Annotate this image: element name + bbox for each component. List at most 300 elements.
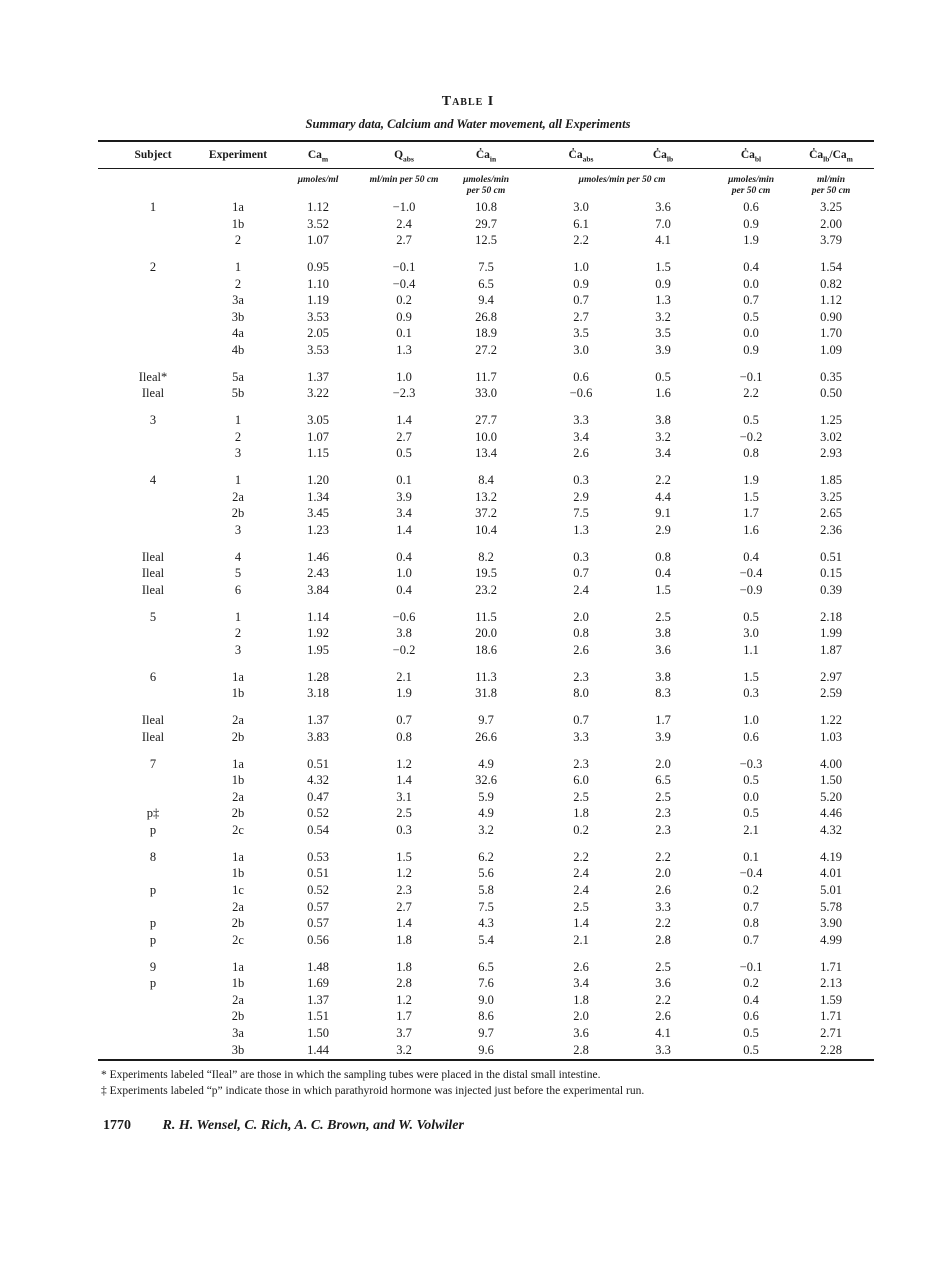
header-ratio: $Ċa_{lb}/Ca_m$ xyxy=(809,149,853,164)
cell-ratio: 1.25 xyxy=(820,413,842,428)
cell-experiment: 2c xyxy=(232,823,244,837)
cell-cam: 0.53 xyxy=(307,849,329,864)
cell-calb: 2.2 xyxy=(655,849,671,864)
cell-calb: 2.9 xyxy=(655,523,671,537)
cell-subject: p xyxy=(149,976,157,991)
cell-calb: 4.4 xyxy=(655,489,671,504)
table-row xyxy=(0,343,936,359)
page-number: 1770 xyxy=(103,1118,131,1133)
cell-cam: 2.05 xyxy=(307,326,329,341)
cell-ratio: 1.03 xyxy=(820,729,842,744)
cell-subject: Ileal xyxy=(141,549,165,564)
cell-ratio: 1.85 xyxy=(820,473,842,488)
table-row xyxy=(0,806,936,822)
cell-cam: 1.12 xyxy=(307,200,329,214)
cell-cabl: 1.0 xyxy=(743,713,759,728)
cell-cam: 0.47 xyxy=(307,789,329,804)
cell-experiment: 2b xyxy=(231,806,245,821)
cell-caabs: 1.8 xyxy=(573,806,589,821)
footnote-parathyroid: ‡ Experiments labeled “p” indicate those in which parathyroid hormone was injected just before the experimental run. xyxy=(101,1085,645,1097)
bottom-rule xyxy=(98,1059,874,1061)
cell-ratio: 1.50 xyxy=(820,773,842,788)
cell-experiment: 5b xyxy=(231,386,245,401)
table-row xyxy=(0,473,936,489)
cell-experiment: 1a xyxy=(232,669,244,684)
cell-cam: 1.69 xyxy=(307,976,329,991)
cell-experiment: 1a xyxy=(232,959,244,974)
cell-cam: 3.22 xyxy=(307,386,329,401)
cell-cabl: 0.5 xyxy=(743,773,759,788)
cell-cabl: 0.4 xyxy=(743,992,759,1007)
table-row xyxy=(0,757,936,773)
table-row xyxy=(0,566,936,582)
cell-cain: 27.7 xyxy=(475,413,497,428)
cell-qabs: 0.3 xyxy=(396,823,412,837)
cell-cain: 3.2 xyxy=(478,823,494,837)
cell-qabs: 1.2 xyxy=(396,756,412,771)
cell-ratio: 1.71 xyxy=(820,959,842,974)
cell-experiment: 1a xyxy=(232,200,244,214)
cell-subject: 5 xyxy=(149,609,157,624)
cell-experiment: 5a xyxy=(232,369,244,384)
cell-qabs: 1.7 xyxy=(396,1009,412,1024)
cell-cain: 26.6 xyxy=(475,729,497,744)
cell-qabs: 1.0 xyxy=(396,566,412,581)
cell-ratio: 1.59 xyxy=(820,992,842,1007)
cell-ratio: 1.70 xyxy=(820,326,842,341)
cell-cabl: 0.3 xyxy=(743,686,759,701)
cell-ratio: 1.09 xyxy=(820,343,842,357)
cell-qabs: 1.4 xyxy=(396,523,412,537)
cell-experiment: 3a xyxy=(232,293,244,308)
table-row xyxy=(0,1009,936,1025)
cell-cabl: 3.0 xyxy=(743,626,759,641)
cell-caabs: 2.6 xyxy=(573,959,589,974)
cell-experiment: 2b xyxy=(231,916,245,931)
page-footer xyxy=(103,1118,464,1134)
cell-experiment: 4 xyxy=(234,549,242,564)
cell-caabs: 2.1 xyxy=(573,932,589,947)
table-subtitle: Summary data, Calcium and Water movement, all Experiments xyxy=(305,117,631,131)
cell-cabl: −0.1 xyxy=(739,369,763,384)
authors: R. H. Wensel, C. Rich, A. C. Brown, and W. Volwiler xyxy=(162,1118,464,1133)
cell-qabs: 0.4 xyxy=(396,583,412,597)
cell-calb: 3.9 xyxy=(655,729,671,744)
cell-cam: 0.52 xyxy=(307,883,329,897)
cell-ratio: 0.82 xyxy=(820,276,842,291)
table-row xyxy=(0,850,936,866)
cell-cam: 1.37 xyxy=(307,369,329,384)
cell-ratio: 3.02 xyxy=(820,429,842,444)
cell-qabs: 2.4 xyxy=(396,216,412,231)
cell-cam: 1.07 xyxy=(307,429,329,444)
table-row xyxy=(0,993,936,1009)
cell-caabs: 3.3 xyxy=(573,413,589,428)
cell-experiment: 3b xyxy=(231,1042,245,1057)
cell-caabs: 3.5 xyxy=(573,326,589,341)
cell-caabs: 1.3 xyxy=(573,523,589,537)
cell-cam: 3.52 xyxy=(307,216,329,231)
cell-ratio: 2.00 xyxy=(820,216,842,231)
cell-cabl: 0.7 xyxy=(743,932,759,947)
cell-subject: 8 xyxy=(149,849,157,864)
cell-cain: 9.4 xyxy=(478,293,494,308)
cell-cabl: −0.9 xyxy=(739,583,763,597)
cell-ratio: 2.36 xyxy=(820,523,842,537)
cell-caabs: 0.6 xyxy=(573,369,589,384)
table-row xyxy=(0,866,936,882)
table-row xyxy=(0,430,936,446)
cell-cain: 8.4 xyxy=(478,473,494,488)
cell-calb: 9.1 xyxy=(655,506,671,521)
cell-experiment: 2b xyxy=(231,729,245,744)
cell-caabs: 2.3 xyxy=(573,669,589,684)
cell-cam: 1.14 xyxy=(307,609,329,624)
cell-cam: 1.51 xyxy=(307,1009,329,1024)
cell-caabs: −0.6 xyxy=(569,386,593,401)
table-row xyxy=(0,583,936,599)
cell-qabs: 0.2 xyxy=(396,293,412,308)
cell-cam: 3.18 xyxy=(307,686,329,701)
cell-calb: 2.6 xyxy=(655,883,671,897)
cell-experiment: 2 xyxy=(234,276,242,291)
cell-calb: 2.2 xyxy=(655,916,671,931)
cell-qabs: 0.9 xyxy=(396,309,412,324)
cell-cain: 13.2 xyxy=(475,489,497,504)
cell-cain: 10.4 xyxy=(475,523,497,537)
cell-cabl: 1.9 xyxy=(743,473,759,488)
cell-caabs: 2.2 xyxy=(573,233,589,248)
cell-experiment: 1b xyxy=(231,686,245,701)
cell-qabs: 1.2 xyxy=(396,992,412,1007)
cell-cabl: 0.2 xyxy=(743,883,759,897)
unit-ratio: ml/min per 50 cm xyxy=(811,175,851,196)
cell-calb: 2.2 xyxy=(655,992,671,1007)
cell-caabs: 0.3 xyxy=(573,549,589,564)
cell-qabs: −0.1 xyxy=(392,260,416,274)
cell-caabs: 2.0 xyxy=(573,1009,589,1024)
cell-cam: 3.83 xyxy=(307,729,329,744)
cell-ratio: 1.71 xyxy=(820,1009,842,1024)
table-row xyxy=(0,200,936,216)
cell-caabs: 0.2 xyxy=(573,823,589,837)
cell-calb: 3.9 xyxy=(655,343,671,357)
header-cabl: $Ċa_{bl}$ xyxy=(740,149,762,164)
cell-calb: 3.4 xyxy=(655,446,671,461)
cell-cabl: 0.8 xyxy=(743,446,759,461)
cell-calb: 3.8 xyxy=(655,413,671,428)
cell-caabs: 0.3 xyxy=(573,473,589,488)
cell-qabs: 3.8 xyxy=(396,626,412,641)
cell-calb: 3.6 xyxy=(655,643,671,657)
table-row xyxy=(0,610,936,626)
cell-cain: 5.9 xyxy=(478,789,494,804)
table-row xyxy=(0,1043,936,1059)
cell-experiment: 6 xyxy=(234,583,242,597)
cell-cabl: 0.8 xyxy=(743,916,759,931)
cell-calb: 2.3 xyxy=(655,806,671,821)
cell-cabl: −0.3 xyxy=(739,756,763,771)
cell-ratio: 2.93 xyxy=(820,446,842,461)
cell-experiment: 2a xyxy=(232,789,244,804)
unit-cabl: µmoles/min per 50 cm xyxy=(727,175,775,196)
header-experiment: Experiment xyxy=(208,149,268,161)
cell-cain: 9.0 xyxy=(478,992,494,1007)
cell-cam: 0.51 xyxy=(307,756,329,771)
cell-calb: 3.2 xyxy=(655,429,671,444)
cell-subject: 3 xyxy=(149,413,157,428)
cell-cain: 8.6 xyxy=(478,1009,494,1024)
cell-cain: 6.5 xyxy=(478,959,494,974)
cell-qabs: 1.8 xyxy=(396,959,412,974)
cell-cabl: 1.7 xyxy=(743,506,759,521)
cell-ratio: 4.19 xyxy=(820,849,842,864)
table-row xyxy=(0,790,936,806)
cell-caabs: 2.3 xyxy=(573,756,589,771)
cell-experiment: 1a xyxy=(232,849,244,864)
cell-qabs: 1.4 xyxy=(396,413,412,428)
cell-cabl: 0.9 xyxy=(743,216,759,231)
cell-cain: 26.8 xyxy=(475,309,497,324)
cell-cam: 3.05 xyxy=(307,413,329,428)
cell-cabl: 0.7 xyxy=(743,899,759,914)
cell-cain: 11.7 xyxy=(475,369,497,384)
table-row xyxy=(0,326,936,342)
cell-ratio: 3.25 xyxy=(820,489,842,504)
cell-cam: 1.19 xyxy=(307,293,329,308)
cell-ratio: 0.15 xyxy=(820,566,842,581)
cell-cam: 0.56 xyxy=(307,932,329,947)
cell-cam: 1.34 xyxy=(307,489,329,504)
cell-cabl: 0.0 xyxy=(743,276,759,291)
top-rule xyxy=(98,140,874,142)
cell-cain: 12.5 xyxy=(475,233,497,248)
table-row xyxy=(0,217,936,233)
cell-qabs: 0.1 xyxy=(396,326,412,341)
cell-experiment: 2c xyxy=(232,932,244,947)
cell-ratio: 0.35 xyxy=(820,369,842,384)
cell-cain: 7.5 xyxy=(478,260,494,274)
cell-cain: 37.2 xyxy=(475,506,497,521)
cell-cam: 3.53 xyxy=(307,343,329,357)
cell-cabl: 2.2 xyxy=(743,386,759,401)
cell-experiment: 1 xyxy=(234,260,242,274)
cell-cabl: 0.5 xyxy=(743,309,759,324)
cell-ratio: 3.90 xyxy=(820,916,842,931)
cell-qabs: 2.5 xyxy=(396,806,412,821)
cell-cabl: 0.5 xyxy=(743,1026,759,1040)
cell-cam: 4.32 xyxy=(307,773,329,788)
cell-caabs: 1.8 xyxy=(573,992,589,1007)
table-row xyxy=(0,506,936,522)
cell-cain: 11.5 xyxy=(475,609,497,624)
cell-ratio: 5.78 xyxy=(820,899,842,914)
cell-cam: 1.15 xyxy=(307,446,329,461)
cell-cain: 13.4 xyxy=(475,446,497,461)
cell-qabs: 3.7 xyxy=(396,1026,412,1040)
cell-cabl: −0.2 xyxy=(739,429,763,444)
cell-ratio: 3.79 xyxy=(820,233,842,248)
cell-cam: 1.37 xyxy=(307,992,329,1007)
cell-qabs: 1.2 xyxy=(396,866,412,881)
cell-ratio: 4.00 xyxy=(820,756,842,771)
header-subject: Subject xyxy=(134,149,172,161)
cell-qabs: 2.7 xyxy=(396,233,412,248)
cell-subject: Ileal xyxy=(141,729,165,744)
cell-calb: 0.9 xyxy=(655,276,671,291)
cell-calb: 0.8 xyxy=(655,549,671,564)
cell-cain: 6.5 xyxy=(478,276,494,291)
cell-subject: 7 xyxy=(149,756,157,771)
cell-qabs: −1.0 xyxy=(392,200,416,214)
cell-cabl: 0.4 xyxy=(743,549,759,564)
cell-cain: 9.6 xyxy=(478,1042,494,1057)
cell-ratio: 2.28 xyxy=(820,1042,842,1057)
cell-ratio: 1.12 xyxy=(820,293,842,308)
cell-caabs: 3.3 xyxy=(573,729,589,744)
cell-calb: 3.6 xyxy=(655,976,671,991)
cell-cam: 1.10 xyxy=(307,276,329,291)
cell-subject: Ileal xyxy=(141,386,165,401)
header-rule xyxy=(98,168,874,169)
cell-subject: Ileal xyxy=(141,583,165,597)
cell-experiment: 1a xyxy=(232,756,244,771)
cell-qabs: 3.1 xyxy=(396,789,412,804)
cell-calb: 2.0 xyxy=(655,756,671,771)
cell-caabs: 2.5 xyxy=(573,899,589,914)
cell-experiment: 1 xyxy=(234,413,242,428)
cell-cabl: 0.6 xyxy=(743,200,759,214)
cell-cam: 1.95 xyxy=(307,643,329,657)
cell-cabl: 1.5 xyxy=(743,669,759,684)
cell-experiment: 1 xyxy=(234,473,242,488)
cell-calb: 1.6 xyxy=(655,386,671,401)
cell-qabs: 1.4 xyxy=(396,773,412,788)
table-row xyxy=(0,730,936,746)
cell-ratio: 2.65 xyxy=(820,506,842,521)
cell-caabs: 2.9 xyxy=(573,489,589,504)
unit-cain: µmoles/min per 50 cm xyxy=(462,175,510,196)
cell-qabs: 2.8 xyxy=(396,976,412,991)
cell-cain: 27.2 xyxy=(475,343,497,357)
cell-ratio: 1.87 xyxy=(820,643,842,657)
cell-cam: 3.53 xyxy=(307,309,329,324)
cell-caabs: 0.8 xyxy=(573,626,589,641)
cell-cain: 5.6 xyxy=(478,866,494,881)
cell-calb: 0.4 xyxy=(655,566,671,581)
cell-experiment: 3 xyxy=(234,643,242,657)
cell-ratio: 1.99 xyxy=(820,626,842,641)
cell-caabs: 3.4 xyxy=(573,429,589,444)
cell-ratio: 2.18 xyxy=(820,609,842,624)
cell-cabl: 0.5 xyxy=(743,806,759,821)
cell-cam: 1.44 xyxy=(307,1042,329,1057)
cell-cabl: 0.5 xyxy=(743,1042,759,1057)
cell-cain: 7.6 xyxy=(478,976,494,991)
cell-calb: 3.5 xyxy=(655,326,671,341)
cell-cain: 23.2 xyxy=(475,583,497,597)
cell-calb: 2.8 xyxy=(655,932,671,947)
table-row xyxy=(0,626,936,642)
cell-subject: p‡ xyxy=(146,806,160,821)
cell-cabl: 0.5 xyxy=(743,609,759,624)
cell-qabs: −2.3 xyxy=(392,386,416,401)
cell-ratio: 4.01 xyxy=(820,866,842,881)
cell-cam: 0.51 xyxy=(307,866,329,881)
cell-experiment: 3b xyxy=(231,309,245,324)
cell-cabl: 0.6 xyxy=(743,729,759,744)
cell-qabs: 2.7 xyxy=(396,899,412,914)
cell-cam: 1.23 xyxy=(307,523,329,537)
cell-experiment: 2 xyxy=(234,429,242,444)
cell-cabl: 0.1 xyxy=(743,849,759,864)
cell-qabs: 3.9 xyxy=(396,489,412,504)
cell-cain: 5.8 xyxy=(478,883,494,897)
cell-calb: 1.7 xyxy=(655,713,671,728)
cell-experiment: 1b xyxy=(231,866,245,881)
cell-cain: 20.0 xyxy=(475,626,497,641)
header-cam: $Ca_m$ xyxy=(307,149,329,164)
cell-caabs: 0.7 xyxy=(573,566,589,581)
cell-caabs: 3.0 xyxy=(573,343,589,357)
cell-cam: 2.43 xyxy=(307,566,329,581)
cell-cain: 8.2 xyxy=(478,549,494,564)
cell-cabl: 0.0 xyxy=(743,326,759,341)
cell-caabs: 2.4 xyxy=(573,883,589,897)
cell-experiment: 2b xyxy=(231,506,245,521)
unit-qabs: ml/min per 50 cm xyxy=(369,175,439,185)
cell-calb: 3.8 xyxy=(655,626,671,641)
cell-caabs: 6.0 xyxy=(573,773,589,788)
cell-calb: 2.0 xyxy=(655,866,671,881)
cell-qabs: 2.1 xyxy=(396,669,412,684)
header-cain: $Ċa_{in}$ xyxy=(475,149,497,164)
cell-subject: 9 xyxy=(149,959,157,974)
cell-cam: 1.07 xyxy=(307,233,329,248)
cell-subject: Ileal xyxy=(141,566,165,581)
table-row xyxy=(0,823,936,839)
cell-cam: 1.20 xyxy=(307,473,329,488)
cell-caabs: 2.0 xyxy=(573,609,589,624)
cell-experiment: 5 xyxy=(234,566,242,581)
cell-qabs: 1.8 xyxy=(396,932,412,947)
cell-ratio: 2.13 xyxy=(820,976,842,991)
cell-calb: 3.8 xyxy=(655,669,671,684)
cell-caabs: 2.4 xyxy=(573,866,589,881)
cell-cabl: 2.1 xyxy=(743,823,759,837)
cell-ratio: 1.54 xyxy=(820,260,842,274)
cell-cain: 32.6 xyxy=(475,773,497,788)
table-row xyxy=(0,550,936,566)
cell-experiment: 1c xyxy=(232,883,244,897)
table-row xyxy=(0,293,936,309)
cell-subject: p xyxy=(149,932,157,947)
table-row xyxy=(0,976,936,992)
cell-cam: 3.84 xyxy=(307,583,329,597)
cell-calb: 2.3 xyxy=(655,823,671,837)
cell-experiment: 3a xyxy=(232,1026,244,1040)
table-row xyxy=(0,523,936,539)
cell-cain: 10.0 xyxy=(475,429,497,444)
cell-cam: 1.48 xyxy=(307,959,329,974)
cell-cabl: 0.0 xyxy=(743,789,759,804)
cell-cam: 1.92 xyxy=(307,626,329,641)
cell-subject: p xyxy=(149,823,157,837)
table-row xyxy=(0,933,936,949)
cell-experiment: 1b xyxy=(231,216,245,231)
cell-qabs: 2.7 xyxy=(396,429,412,444)
cell-caabs: 2.4 xyxy=(573,583,589,597)
